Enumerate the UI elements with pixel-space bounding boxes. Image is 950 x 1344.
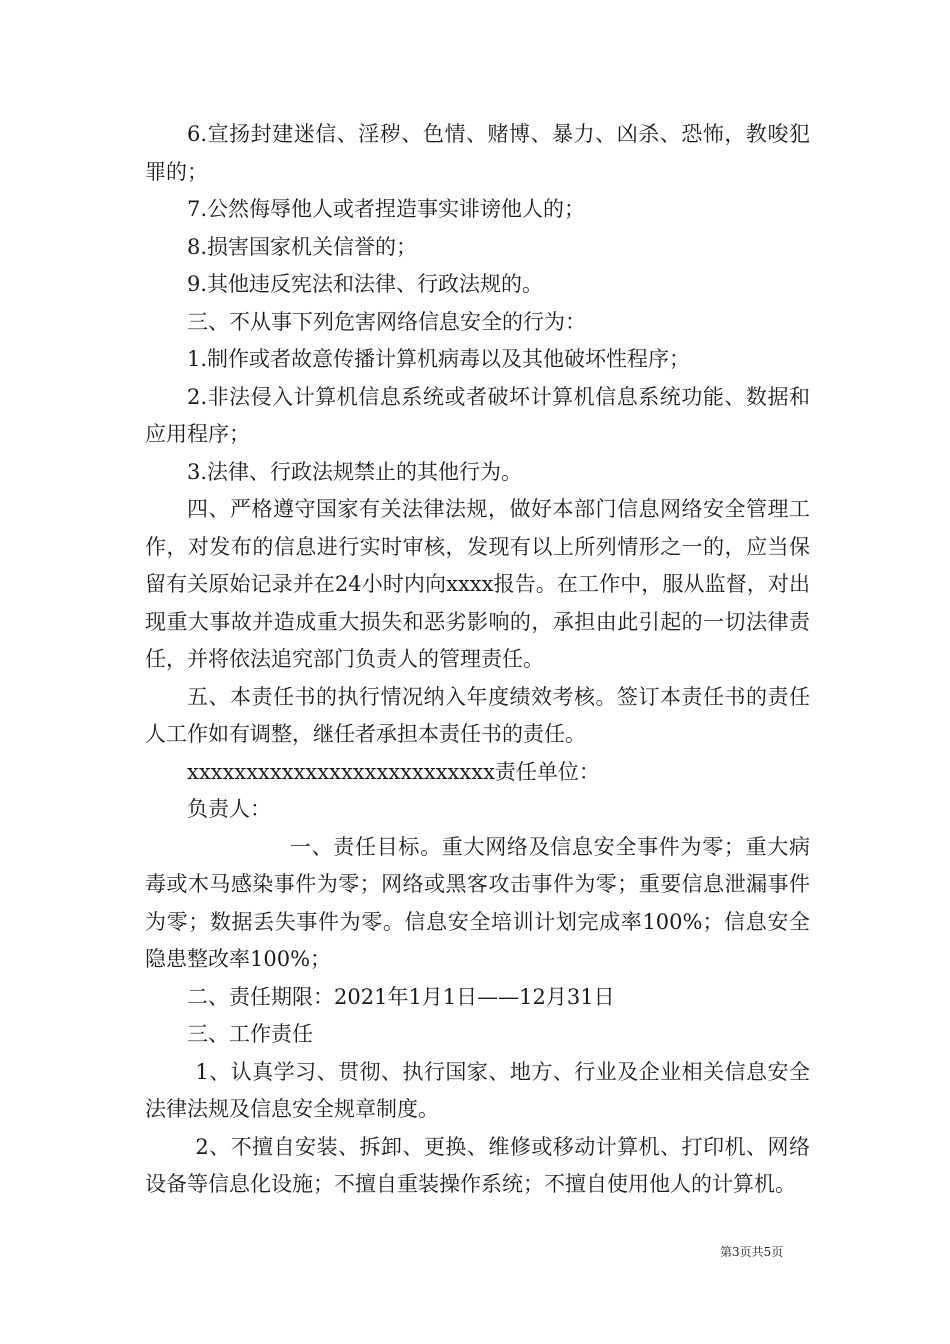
paragraph-item-7: 7.公然侮辱他人或者捏造事实诽谤他人的；: [187, 197, 586, 221]
work-item-2: 2、不擅自安装、拆卸、更换、维修或移动计算机、打印机、网络设备等信息化设施；不擅自重装操作系统；不擅自使用他人的计算机。: [145, 1134, 810, 1196]
section-paragraph-5: 五、本责任书的执行情况纳入年度绩效考核。签订本责任书的责任人工作如有调整，继任者承担本责任书的责任。: [145, 684, 810, 746]
responsibility-target: 一、责任目标。重大网络及信息安全事件为零；重大病毒或木马感染事件为零；网络或黑客攻击事件为零；重要信息泄漏事件为零；数据丢失事件为零。信息安全培训计划完成率100%；信息安全隐患整改率100%；: [145, 834, 810, 971]
section-heading-3: 三、不从事下列危害网络信息安全的行为：: [187, 309, 586, 334]
paragraph-item-3-3: 3.法律、行政法规禁止的其他行为。: [187, 459, 523, 484]
paragraph-item-3-1: 1.制作或者故意传播计算机病毒以及其他破坏性程序；: [187, 347, 691, 371]
responsible-person-line: 负责人：: [187, 797, 271, 821]
responsibility-period: 二、责任期限：2021年1月1日——12月31日: [187, 984, 615, 1009]
page-number-footer: 第3页共5页: [720, 1245, 784, 1259]
paragraph-item-3-2: 2.非法侵入计算机信息系统或者破坏计算机信息系统功能、数据和应用程序；: [145, 384, 810, 446]
paragraph-item-9: 9.其他违反宪法和法律、行政法规的。: [187, 272, 544, 296]
responsible-unit-line: xxxxxxxxxxxxxxxxxxxxxxxxxx责任单位：: [187, 759, 600, 784]
work-item-1: 1、认真学习、贯彻、执行国家、地方、行业及企业相关信息安全法律法规及信息安全规章制度。: [145, 1059, 810, 1121]
paragraph-item-8: 8.损害国家机关信誉的；: [187, 234, 418, 259]
paragraph-item-6: 6.宣扬封建迷信、淫秽、色情、赌博、暴力、凶杀、恐怖，教唆犯罪的；: [145, 122, 810, 184]
section-paragraph-4: 四、严格遵守国家有关法律法规，做好本部门信息网络安全管理工作，对发布的信息进行实时审核，发现有以上所列情形之一的，应当保留有关原始记录并在24小时内向xxxx报告。在工作中，服从监督，对出现重大事故并造成重大损失和恶劣影响的，承担由此引起的一切法律责任，并将依法追究部门负责人的管理责任。: [145, 497, 810, 671]
work-responsibility-heading: 三、工作责任: [187, 1022, 313, 1046]
document-body: [145, 116, 810, 1204]
